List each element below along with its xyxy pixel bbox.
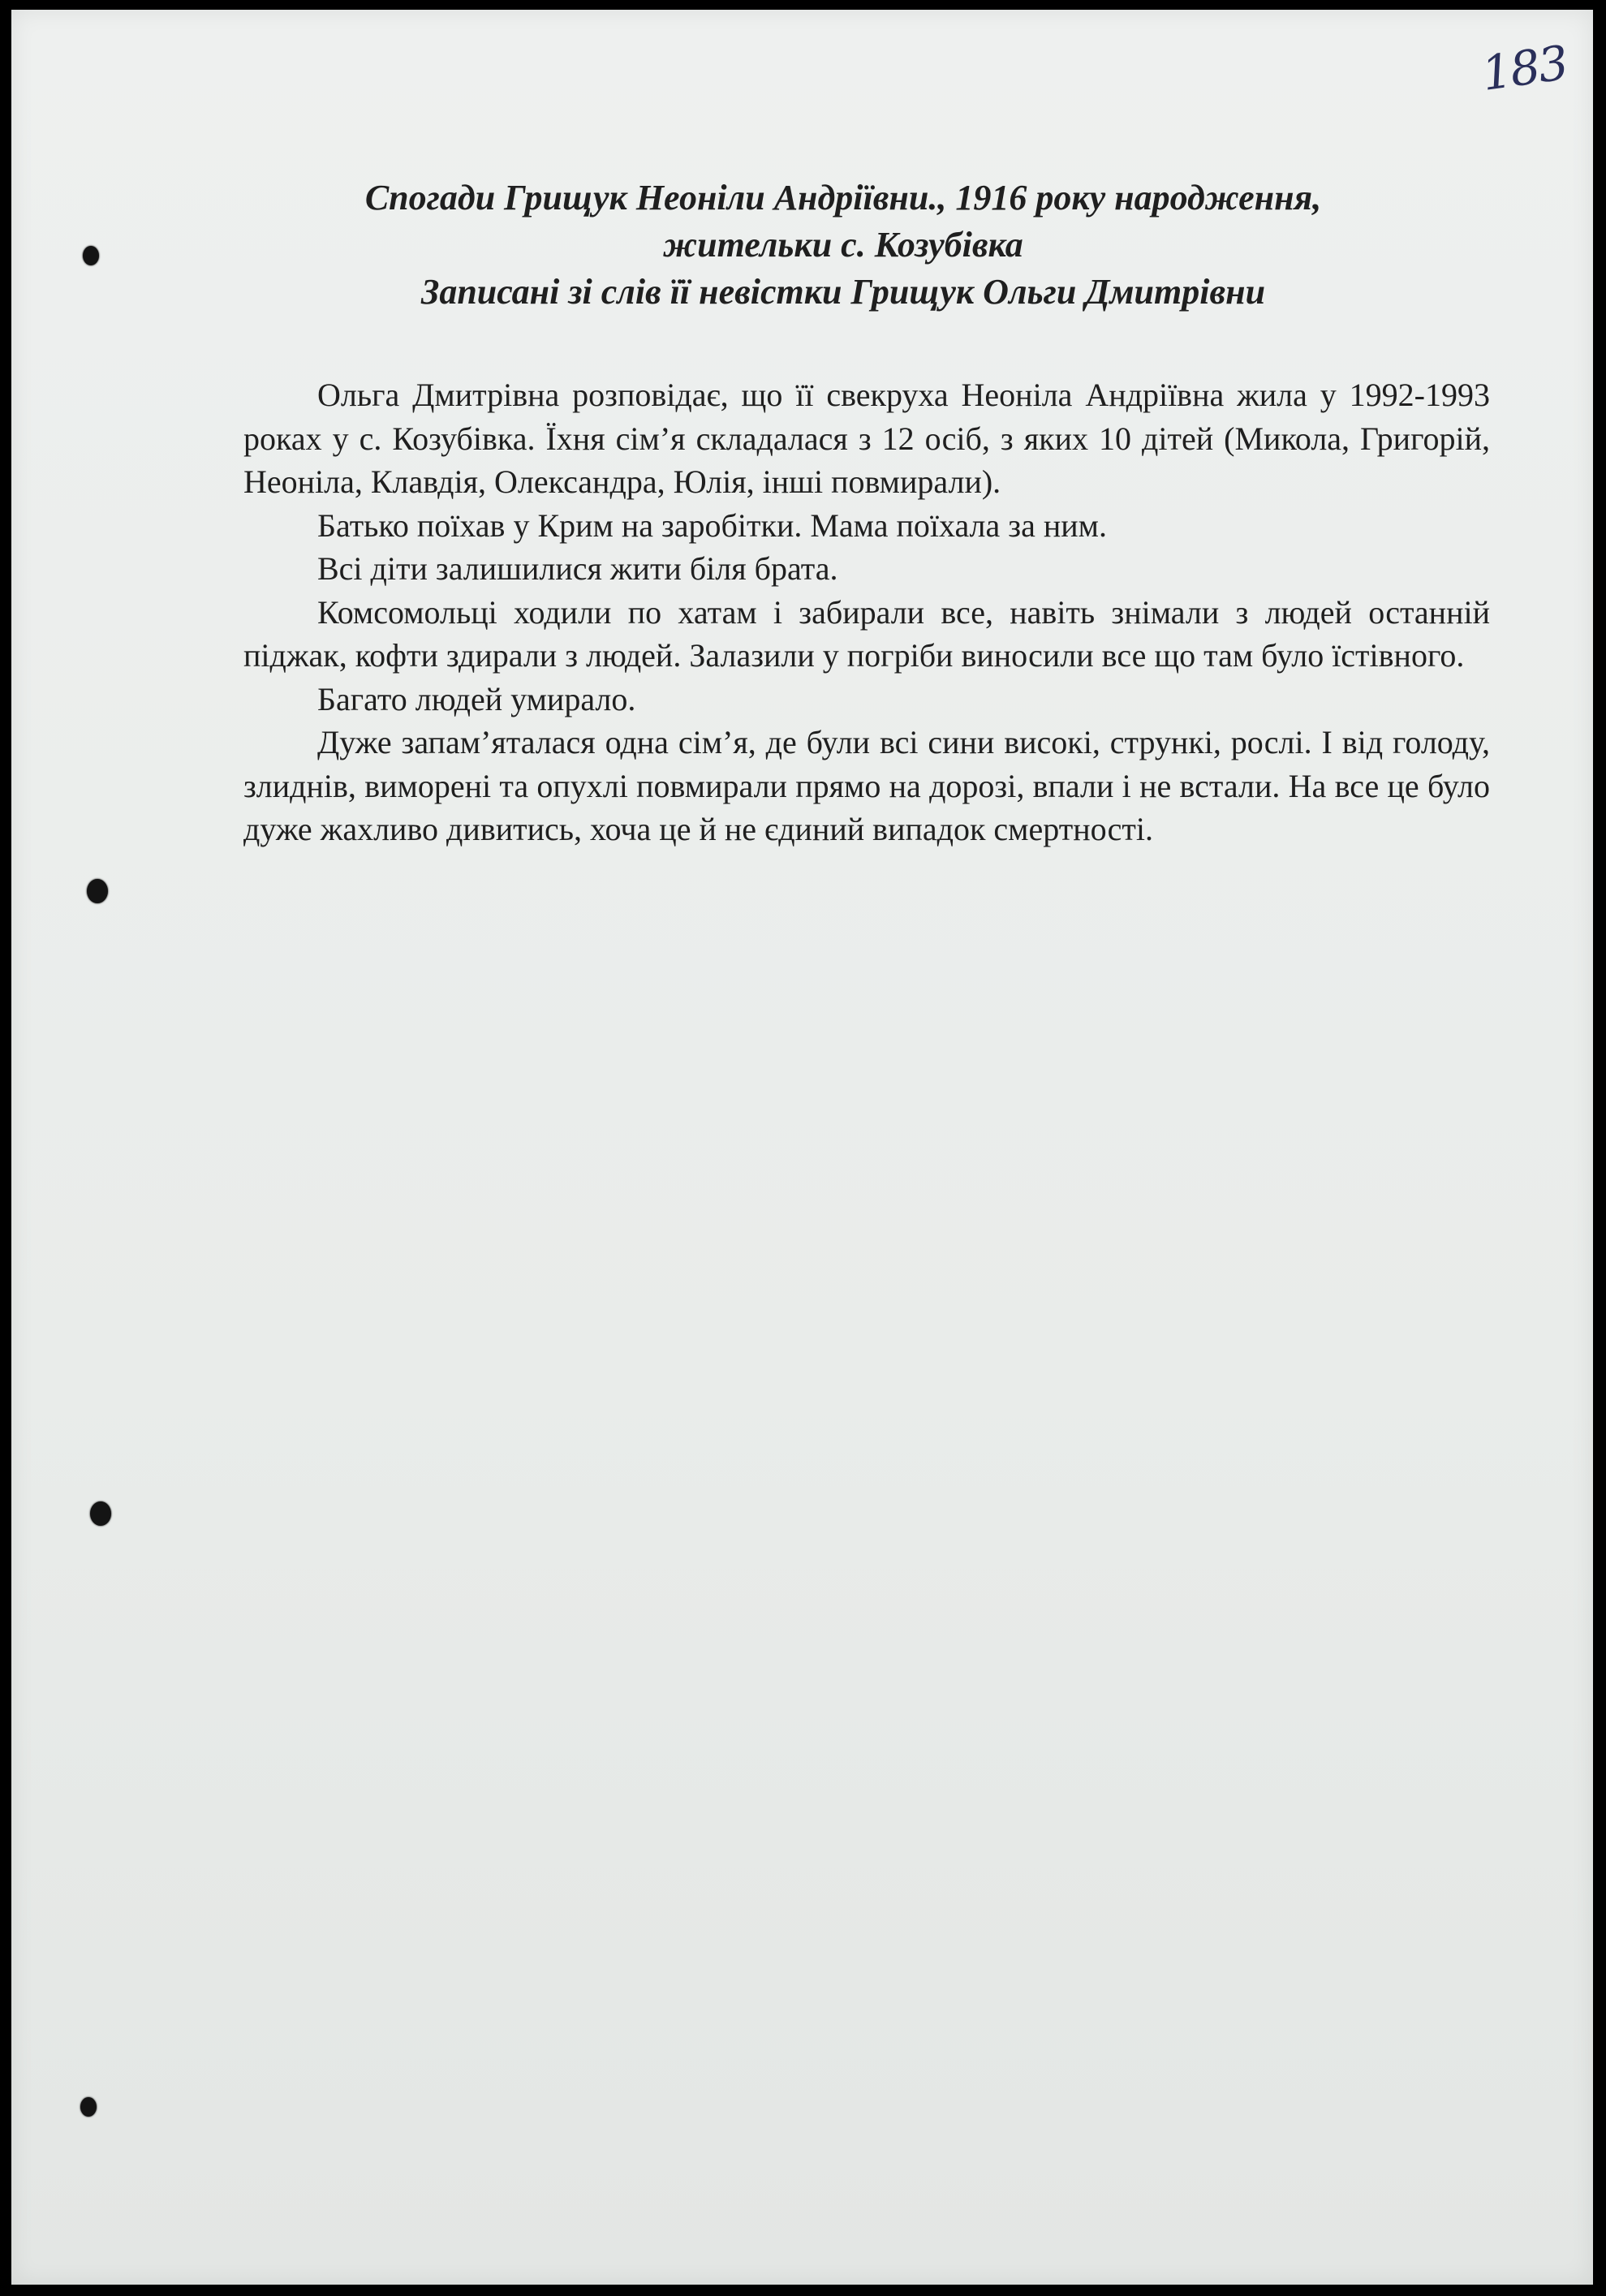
paragraph: Багато людей умирало. [317,680,636,717]
title-line-2: жительки с. Козубівка [663,225,1023,265]
title-line-1: Спогади Грищук Неоніли Андріївни., 1916 року народження, [364,178,1322,218]
paragraph: Дуже запам’яталася одна сім’я, де були всі сини високі, стрункі, рослі. І від голоду, злиднів, виморені та опухлі повмирали прямо на дорозі, впали і не встали. На все це було дуже жахливо дивитись, хоча це й не єдиний випадок смертності. [243,724,1490,847]
document-body [243,373,1490,851]
title-line-3: Записані зі слів її невістки Грищук Ольги Дмитрівни [420,272,1266,312]
paragraph: Батько поїхав у Крим на заробітки. Мама поїхала за ним. [317,506,1107,544]
document-title [174,174,1513,316]
punch-hole [87,879,108,903]
punch-hole [90,1501,111,1526]
punch-hole [83,246,99,265]
punch-hole [80,2097,97,2117]
paragraph: Всі діти залишилися жити біля брата. [317,550,838,587]
handwritten-page-number: 183 [1478,35,1570,101]
paragraph: Ольга Дмитрівна розповідає, що її свекруха Неоніла Андріївна жила у 1992-1993 роках у с. Козубівка. Їхня сім’я складалася з 12 осіб, з яких 10 дітей (Микола, Григорій, Неоніла, Клавдія, Олександра, Юлія, інші повмирали). [243,377,1490,500]
paragraph: Комсомольці ходили по хатам і забирали все, навіть знімали з людей останній піджак, кофти здирали з людей. Залазили у погріби виносили все що там було їстівного. [243,593,1490,674]
document-page [11,10,1593,2285]
